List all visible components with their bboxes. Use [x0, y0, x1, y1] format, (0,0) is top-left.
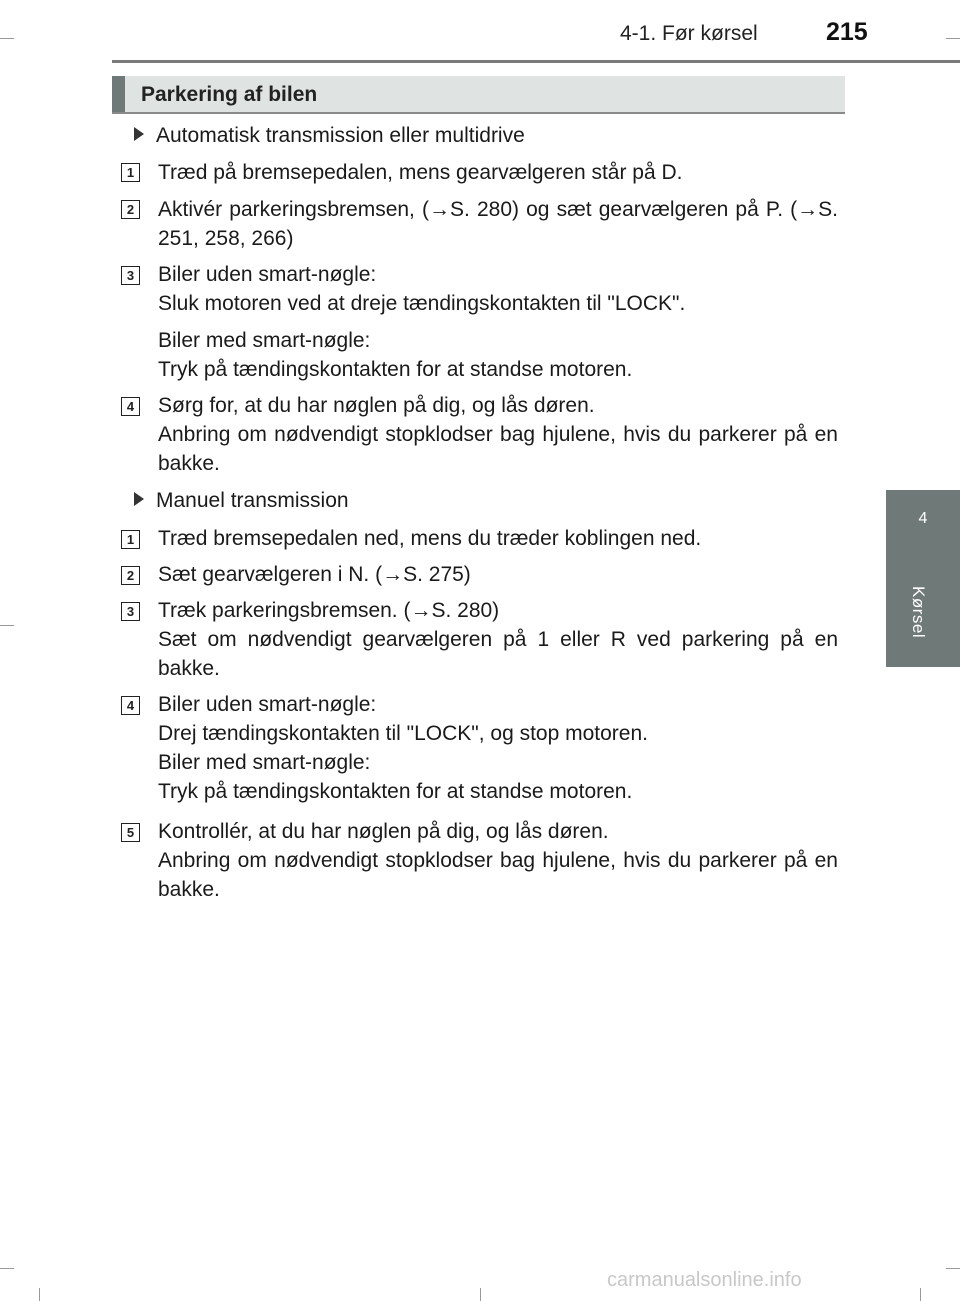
- step-number-box: 2: [121, 200, 140, 219]
- step-number-box: 4: [121, 397, 140, 416]
- subheading-manual: [134, 489, 349, 513]
- step-text: [158, 195, 838, 253]
- step-text: [158, 596, 838, 683]
- chapter-label: Kørsel: [909, 586, 928, 639]
- step-line: Træk parkeringsbremsen. (→S. 280): [158, 599, 500, 622]
- subheading-text: Automatisk transmission eller multidrive: [156, 124, 525, 147]
- step-number-box: 3: [121, 602, 140, 621]
- step-line: Tryk på tændingskontakten for at standse motoren.: [158, 780, 633, 803]
- section-heading: [112, 76, 845, 114]
- step-text: [158, 391, 838, 478]
- step-line: Anbring om nødvendigt stopklodser bag hjulene, hvis du parkerer på en bakke.: [158, 849, 838, 901]
- step-line: Biler uden smart-nøgle:: [158, 263, 377, 286]
- step-number-box: 5: [121, 823, 140, 842]
- subheading-text: Manuel transmission: [156, 489, 349, 512]
- crop-mark: [0, 38, 14, 39]
- crop-mark: [0, 625, 14, 626]
- triangle-bullet-icon: [134, 492, 144, 506]
- triangle-bullet-icon: [134, 127, 144, 141]
- chapter-tab: [886, 490, 960, 667]
- header-section-title: 4-1. Før kørsel: [620, 22, 758, 45]
- page-number: 215: [826, 18, 868, 46]
- section-title: Parkering af bilen: [141, 83, 318, 106]
- step-number-box: 1: [121, 163, 140, 182]
- step-text: [158, 817, 838, 904]
- section-accent: [112, 76, 125, 112]
- step-line: Sørg for, at du har nøglen på dig, og lås døren.: [158, 394, 595, 417]
- crop-mark: [39, 1288, 40, 1301]
- step-line: Sæt gearvælgeren i N. (→S. 275): [158, 563, 471, 586]
- step-text: [158, 158, 838, 187]
- step-text: [158, 524, 838, 553]
- step-line: Aktivér parkeringsbremsen, (→S. 280) og sæt gearvælgeren på P. (→S. 251, 258, 266): [158, 198, 838, 250]
- step-number-box: 3: [121, 266, 140, 285]
- step-text: [158, 560, 838, 589]
- step-line: Træd på bremsepedalen, mens gearvælgeren står på D.: [158, 161, 683, 184]
- step-text: [158, 690, 838, 806]
- step-number-box: 2: [121, 566, 140, 585]
- crop-mark: [946, 1268, 960, 1269]
- watermark: carmanualsonline.info: [607, 1269, 802, 1291]
- step-line: Sæt om nødvendigt gearvælgeren på 1 eller R ved parkering på en bakke.: [158, 628, 838, 680]
- step-line: Drej tændingskontakten til "LOCK", og stop motoren.: [158, 722, 648, 745]
- step-line: Biler uden smart-nøgle:: [158, 693, 377, 716]
- step-number-box: 4: [121, 696, 140, 715]
- step-text: [158, 260, 838, 384]
- crop-mark: [920, 1288, 921, 1301]
- step-line: Sluk motoren ved at dreje tændingskontakten til "LOCK".: [158, 292, 686, 315]
- chapter-number: 4: [918, 510, 928, 527]
- crop-mark: [946, 38, 960, 39]
- step-line: Træd bremsepedalen ned, mens du træder koblingen ned.: [158, 527, 702, 550]
- header-divider: [112, 60, 960, 63]
- step-line: Kontrollér, at du har nøglen på dig, og lås døren.: [158, 820, 609, 843]
- crop-mark: [0, 1268, 14, 1269]
- step-line: Anbring om nødvendigt stopklodser bag hjulene, hvis du parkerer på en bakke.: [158, 423, 838, 475]
- crop-mark: [480, 1288, 481, 1301]
- step-line: Tryk på tændingskontakten for at standse motoren.: [158, 358, 633, 381]
- step-number-box: 1: [121, 530, 140, 549]
- subheading-automatic: [134, 124, 525, 148]
- step-line: Biler med smart-nøgle:: [158, 329, 371, 352]
- step-line: Biler med smart-nøgle:: [158, 751, 371, 774]
